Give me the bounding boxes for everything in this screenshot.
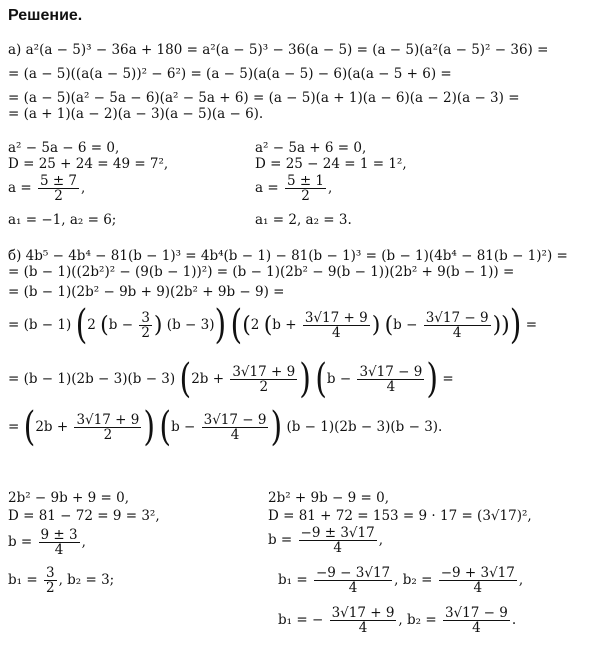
expr-segment: = — [8, 419, 20, 435]
root-fraction — [299, 526, 377, 555]
fraction-numerator: 3√17 + 9 — [331, 605, 395, 621]
root-tail: , b₂ = 3; — [58, 572, 115, 588]
part-a-left-roots: a₁ = −1, a₂ = 6; — [8, 212, 117, 228]
paren-close: ) — [270, 403, 283, 451]
expr-segment: 2 — [87, 317, 96, 333]
expr-segment: 2b + — [191, 371, 225, 387]
paren-open: ( — [315, 355, 327, 403]
root-fraction — [443, 606, 510, 635]
root-lhs: b₁ = — [8, 572, 38, 588]
part-a-line-3: = (a − 5)(a² − 5a − 6)(a² − 5a + 6) = (a − 5)(a + 1)(a − 6)(a − 2)(a − 3) = — [8, 90, 520, 106]
root-fraction — [314, 566, 392, 595]
expr-segment: = — [442, 371, 454, 387]
root-fraction — [38, 174, 79, 203]
part-a-right-roots: a₁ = 2, a₂ = 3. — [255, 212, 352, 228]
root-lhs: a = — [8, 180, 32, 196]
paren-open: ( — [179, 355, 192, 403]
part-a-left-root-formula — [8, 174, 85, 203]
paren-close: ) — [371, 312, 381, 338]
part-a-right-equation: a² − 5a + 6 = 0, — [255, 140, 367, 156]
fraction — [74, 413, 141, 442]
part-b-line-3: = (b − 1)(2b² − 9b + 9)(2b² + 9b − 9) = — [8, 284, 285, 300]
part-b-right-equation: 2b² + 9b − 9 = 0, — [268, 490, 390, 506]
part-b-line-4 — [8, 301, 538, 349]
fraction-numerator: −9 − 3√17 — [315, 565, 391, 581]
root-lhs: b = — [8, 534, 33, 550]
fraction-denominator: 2 — [141, 325, 150, 341]
expr-segment: b + — [272, 317, 297, 333]
expr-segment: (b − 1)(2b − 3)(b − 3). — [286, 419, 443, 435]
part-b-left-root-formula — [8, 528, 86, 557]
root-mid: , b₂ = — [394, 572, 433, 588]
fraction — [202, 413, 269, 442]
paren-open: ( — [230, 301, 243, 349]
fraction-numerator: 3√17 + 9 — [304, 310, 368, 326]
fraction-numerator: 3√17 − 9 — [359, 364, 423, 380]
fraction-numerator: 3√17 + 9 — [232, 364, 296, 380]
fraction — [230, 365, 297, 394]
part-b-right-roots-1 — [278, 566, 523, 595]
root-lhs: b₁ = — [278, 572, 308, 588]
fraction-denominator: 4 — [54, 542, 64, 558]
fraction — [357, 365, 424, 394]
fraction-numerator: 3√17 + 9 — [76, 412, 140, 428]
root-tail: . — [511, 612, 517, 628]
paren-close: ) — [153, 312, 163, 338]
fraction-denominator: 4 — [473, 580, 483, 596]
fraction-numerator: −9 + 3√17 — [440, 565, 515, 581]
paren-open: ( — [384, 312, 394, 338]
part-b-right-discriminant: D = 81 + 72 = 153 = 9 · 17 = (3√17)², — [268, 508, 532, 524]
root-tail: , — [518, 572, 524, 588]
part-a-line-1: а) a²(a − 5)³ − 36a + 180 = a²(a − 5)³ − 36(a − 5) = (a − 5)(a²(a − 5)² − 36) = — [8, 42, 549, 58]
fraction-denominator: 4 — [358, 620, 368, 636]
fraction-numerator: 5 ± 1 — [286, 173, 325, 189]
fraction-denominator: 2 — [301, 188, 310, 204]
part-b-left-equation: 2b² − 9b + 9 = 0, — [8, 490, 130, 506]
fraction — [303, 311, 370, 340]
root-fraction — [439, 566, 517, 595]
fraction — [424, 311, 491, 340]
part-b-right-root-formula — [268, 526, 383, 555]
fraction-denominator: 2 — [54, 188, 63, 204]
root-fraction — [330, 606, 397, 635]
part-a-line-4: = (a + 1)(a − 2)(a − 3)(a − 5)(a − 6). — [8, 106, 264, 122]
expr-segment: = — [525, 317, 538, 333]
expr-segment: 2 — [250, 317, 260, 333]
paren-open: ( — [242, 312, 251, 338]
fraction-denominator: 2 — [259, 379, 269, 395]
expr-segment: b − — [393, 317, 418, 333]
expr-segment: b − — [171, 419, 196, 435]
paren-close: ) — [299, 355, 311, 403]
root-lhs: a = — [255, 180, 279, 196]
fraction-denominator: 4 — [452, 325, 462, 341]
fraction-denominator: 2 — [45, 580, 55, 596]
paren-close: ) — [492, 312, 502, 338]
paren-close: ) — [214, 301, 227, 349]
paren-close: ) — [509, 301, 522, 349]
fraction-numerator: 3√17 − 9 — [425, 310, 489, 326]
paren-close: ) — [143, 403, 156, 451]
part-a-left-equation: a² − 5a − 6 = 0, — [8, 140, 120, 156]
part-a-left-discriminant: D = 25 + 24 = 49 = 7², — [8, 156, 169, 172]
part-b-left-roots — [8, 566, 114, 595]
expr-segment: = (b − 1)(2b − 3)(b − 3) — [8, 371, 176, 387]
part-b-left-discriminant: D = 81 − 72 = 9 = 3², — [8, 508, 160, 524]
root-tail: , — [328, 180, 333, 196]
expr-segment: 2b + — [35, 419, 69, 435]
root-fraction — [39, 528, 80, 557]
expr-segment: (b − 3) — [166, 317, 215, 333]
root-tail: , — [378, 532, 384, 548]
fraction-denominator: 4 — [331, 325, 341, 341]
fraction — [139, 311, 152, 340]
fraction-numerator: 3 — [45, 565, 55, 581]
part-b-line-2: = (b − 1)((2b²)² − (9(b − 1))²) = (b − 1)(2b² − 9(b − 1))(2b² + 9(b − 1)) = — [8, 264, 515, 280]
part-b-line-1: б) 4b⁵ − 4b⁴ − 81(b − 1)³ = 4b⁴(b − 1) − 81(b − 1)³ = (b − 1)(4b⁴ − 81(b − 1)²) = — [8, 248, 568, 264]
part-b-line-6 — [8, 403, 443, 451]
fraction-numerator: 5 ± 7 — [39, 173, 78, 189]
page-title: Решение. — [8, 7, 83, 24]
paren-close: ) — [501, 312, 510, 338]
part-a-right-root-formula — [255, 174, 332, 203]
paren-open: ( — [23, 403, 36, 451]
root-fraction — [44, 566, 57, 595]
root-fraction — [285, 174, 326, 203]
fraction-numerator: −9 ± 3√17 — [300, 525, 375, 541]
fraction-numerator: 3 — [141, 310, 150, 326]
root-lhs: b₁ = − — [278, 612, 324, 628]
fraction-denominator: 2 — [103, 427, 113, 443]
paren-open: ( — [263, 312, 273, 338]
fraction-numerator: 9 ± 3 — [40, 527, 78, 543]
part-b-right-roots-2 — [278, 606, 516, 635]
paren-open: ( — [159, 403, 172, 451]
expr-segment: b − — [326, 371, 352, 387]
root-mid: , b₂ = — [398, 612, 437, 628]
expr-segment: = (b − 1) — [8, 317, 72, 333]
root-lhs: b = — [268, 532, 293, 548]
part-a-line-2: = (a − 5)((a(a − 5))² − 6²) = (a − 5)(a(a − 5) − 6)(a(a − 5 + 6) = — [8, 66, 452, 82]
expr-segment: b − — [108, 317, 134, 333]
fraction-denominator: 4 — [333, 540, 342, 556]
fraction-denominator: 4 — [472, 620, 481, 636]
root-tail: , — [81, 180, 86, 196]
part-b-line-5 — [8, 355, 454, 403]
fraction-denominator: 4 — [230, 427, 240, 443]
fraction-denominator: 4 — [348, 580, 358, 596]
fraction-denominator: 4 — [386, 379, 396, 395]
paren-open: ( — [100, 312, 109, 338]
paren-close: ) — [426, 355, 439, 403]
fraction-numerator: 3√17 − 9 — [203, 412, 267, 428]
part-a-right-discriminant: D = 25 − 24 = 1 = 1², — [255, 156, 407, 172]
fraction-numerator: 3√17 − 9 — [444, 605, 508, 621]
root-tail: , — [81, 534, 86, 550]
paren-open: ( — [75, 301, 88, 349]
